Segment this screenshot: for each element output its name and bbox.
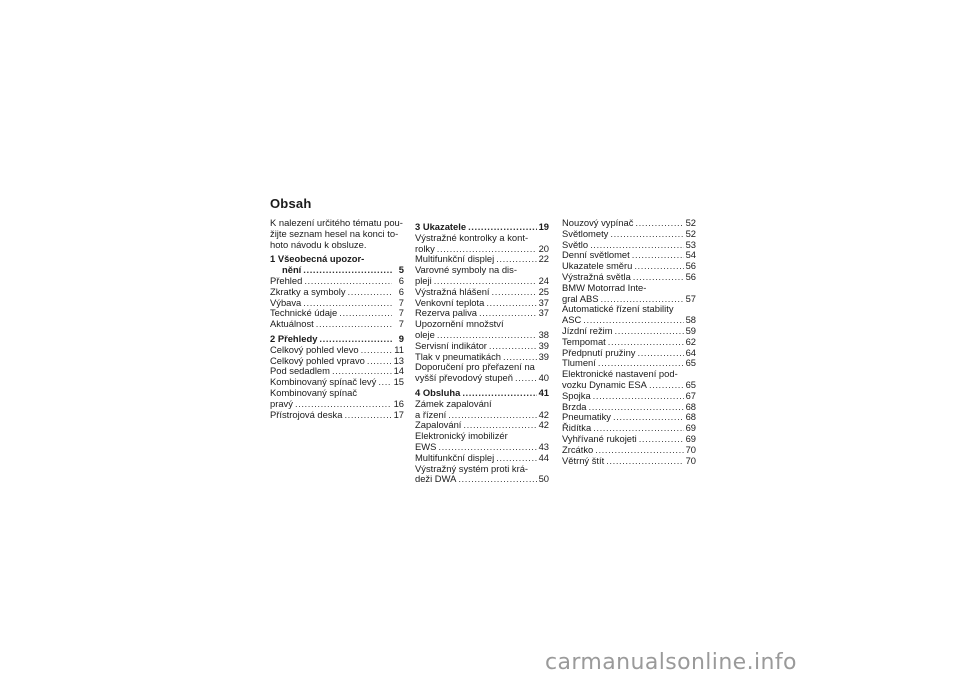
toc-page-number: 39 <box>538 339 549 351</box>
toc-page-number: 62 <box>685 335 696 347</box>
toc-entry-row <box>270 319 404 330</box>
toc-page-number: 19 <box>538 221 549 232</box>
toc-section-heading[interactable] <box>270 254 404 276</box>
toc-entry-title: Aktuálnost <box>270 318 314 330</box>
toc-entry-title: Zkratky a symboly <box>270 285 346 297</box>
toc-entry[interactable] <box>270 345 404 356</box>
toc-section-title: nění <box>282 264 302 276</box>
dot-leader <box>515 373 537 384</box>
toc-entry-title: Ukazatele směru <box>562 260 633 272</box>
dot-leader <box>606 456 683 467</box>
toc-page-number: 67 <box>685 389 696 401</box>
toc-entry-line: Zámek zapalování <box>415 397 492 409</box>
toc-entry-title: Přístrojová deska <box>270 408 343 420</box>
dot-leader <box>635 218 683 229</box>
toc-entry-line: BMW Motorrad Inte- <box>562 281 647 293</box>
toc-page-number: 37 <box>538 307 549 319</box>
toc-page-number: 69 <box>685 432 696 444</box>
toc-page-number: 11 <box>394 343 404 355</box>
toc-page-number: 59 <box>685 324 696 336</box>
intro-text <box>270 218 404 250</box>
toc-page-number: 16 <box>393 397 404 409</box>
toc-entry-title: Výstražná hlášení <box>415 285 490 297</box>
toc-entry-row <box>415 474 549 485</box>
toc-page-number: 44 <box>538 451 549 463</box>
dot-leader <box>595 445 683 456</box>
toc-entry-line: Varovné symboly na dis- <box>415 264 517 276</box>
toc-entry-row <box>415 341 549 352</box>
toc-entry-line: Výstražný systém proti krá- <box>415 462 529 474</box>
toc-page-number: 15 <box>393 376 404 388</box>
toc-list <box>415 222 549 485</box>
toc-page-number: 68 <box>685 411 696 423</box>
page-title: Obsah <box>270 196 312 211</box>
toc-page-number: 24 <box>538 274 549 286</box>
toc-list <box>562 218 696 466</box>
toc-page-number: 13 <box>393 354 404 366</box>
toc-entry-line: Automatické řízení stability <box>562 303 674 315</box>
toc-page-number: 54 <box>685 249 696 261</box>
toc-page-number: 43 <box>538 440 549 452</box>
dot-leader <box>615 326 684 337</box>
watermark-text: carmanualsonline.info <box>545 650 797 675</box>
toc-entry[interactable] <box>562 445 696 456</box>
toc-entry[interactable] <box>270 319 404 330</box>
toc-entry-title: Pod sedadlem <box>270 365 330 377</box>
toc-entry-title: Brzda <box>562 400 587 412</box>
toc-page-number: 52 <box>685 227 696 239</box>
toc-entry-title: Multifunkční displej <box>415 451 495 463</box>
toc-entry-title: rolky <box>415 242 435 254</box>
toc-entry[interactable] <box>270 410 404 421</box>
toc-entry-title: Celkový pohled vpravo <box>270 354 365 366</box>
toc-entry-title: gral ABS <box>562 292 599 304</box>
dot-leader <box>303 265 392 276</box>
toc-entry[interactable] <box>270 388 404 410</box>
toc-entry[interactable] <box>415 341 549 352</box>
toc-entry-title: Spojka <box>562 389 591 401</box>
toc-entry-title: Nouzový vypínač <box>562 217 634 228</box>
toc-entry-title: Zrcátko <box>562 443 594 455</box>
toc-entry-row <box>415 453 549 464</box>
toc-page-number: 7 <box>398 318 404 330</box>
toc-entry-row <box>562 391 696 402</box>
toc-entry[interactable] <box>562 369 696 391</box>
toc-entry[interactable] <box>415 287 549 298</box>
toc-entry-title: Kombinovaný spínač levý <box>270 376 377 388</box>
toc-entry-title: EWS <box>415 440 437 452</box>
toc-page-number: 41 <box>538 386 549 398</box>
toc-entry-title: Tempomat <box>562 335 606 347</box>
dot-leader <box>348 287 392 298</box>
toc-entry-title: a řízení <box>415 408 447 420</box>
toc-entry-title: Venkovní teplota <box>415 296 485 308</box>
toc-entry[interactable] <box>415 233 549 255</box>
toc-section-title: 2 Přehledy <box>270 332 318 344</box>
toc-entry[interactable] <box>415 362 549 384</box>
toc-entry-row <box>415 287 549 298</box>
intro-line: K nalezení určitého tématu pou- <box>270 217 403 228</box>
toc-page-number: 68 <box>685 400 696 412</box>
toc-page-number: 52 <box>685 217 696 228</box>
toc-entry-line: Elektronický imobilizér <box>415 430 508 442</box>
toc-entry-title: Multifunkční displej <box>415 253 495 265</box>
toc-page-number: 20 <box>538 242 549 254</box>
toc-entry[interactable] <box>562 391 696 402</box>
toc-section-title: 3 Ukazatele <box>415 221 467 232</box>
dot-leader <box>344 410 391 421</box>
toc-entry-row <box>562 337 696 348</box>
dot-leader <box>489 341 537 352</box>
toc-entry-row <box>415 373 549 384</box>
toc-page-number: 56 <box>685 270 696 282</box>
dot-leader <box>316 319 392 330</box>
toc-entry-line: Upozornění množství <box>415 318 504 330</box>
dot-leader <box>637 348 683 359</box>
toc-page-number: 7 <box>398 296 404 308</box>
dot-leader <box>634 261 683 272</box>
dot-leader <box>448 410 536 421</box>
toc-entry[interactable] <box>415 464 549 486</box>
toc-entry-title: Světlo <box>562 238 589 250</box>
intro-line: hoto návodu k obsluze. <box>270 238 367 250</box>
toc-entry-title: ASC <box>562 314 582 326</box>
toc-entry-line: Doporučení pro přeřazení na <box>415 361 535 373</box>
toc-page-number: 22 <box>538 253 549 265</box>
toc-entry-title: Vyhřívané rukojeti <box>562 432 637 444</box>
toc-section-title-line: 1 Všeobecná upozor- <box>270 253 365 265</box>
toc-entry-title: Zapalování <box>415 419 462 431</box>
toc-page-number: 64 <box>685 346 696 358</box>
dot-leader <box>610 229 683 240</box>
toc-entry[interactable] <box>562 304 696 326</box>
toc-entry-title: Řidítka <box>562 422 592 434</box>
toc-page-number: 6 <box>398 285 404 297</box>
toc-entry-line: Výstražné kontrolky a kont- <box>415 231 529 243</box>
dot-leader <box>632 250 684 261</box>
dot-leader <box>378 377 391 388</box>
toc-page-number: 53 <box>685 238 696 250</box>
toc-page-number: 65 <box>685 357 696 369</box>
toc-entry-title: Přehled <box>270 274 303 286</box>
toc-entry-title: oleje <box>415 328 435 340</box>
toc-column-1 <box>270 218 404 420</box>
toc-page-number: 57 <box>685 292 696 304</box>
dot-leader <box>367 356 392 367</box>
toc-page-number: 42 <box>538 408 549 420</box>
toc-entry-title: vozku Dynamic ESA <box>562 378 647 390</box>
toc-page-number: 5 <box>398 264 404 276</box>
dot-leader <box>649 380 684 391</box>
toc-entry-row <box>270 410 404 421</box>
toc-page-number: 39 <box>538 350 549 362</box>
toc-entry-title: Světlomety <box>562 227 609 239</box>
toc-entry-title: Výstražná světla <box>562 270 631 282</box>
toc-entry[interactable] <box>415 431 549 453</box>
toc-entry-title: deži DWA <box>415 473 457 485</box>
toc-column-2 <box>415 218 549 485</box>
toc-page-number: 70 <box>685 454 696 466</box>
intro-line: žijte seznam hesel na konci to- <box>270 227 399 239</box>
toc-entry-row <box>562 445 696 456</box>
toc-entry[interactable] <box>562 283 696 305</box>
toc-entry-title: Denní světlomet <box>562 249 630 261</box>
toc-entry[interactable] <box>270 287 404 298</box>
toc-page-number: 38 <box>538 328 549 340</box>
toc-entry-row <box>562 456 696 467</box>
toc-entry[interactable] <box>562 456 696 467</box>
toc-entry-row <box>270 287 404 298</box>
toc-entry[interactable] <box>415 265 549 287</box>
toc-entry-title: pleji <box>415 274 432 286</box>
toc-page-number: 58 <box>685 314 696 326</box>
toc-entry-title: Předpnutí pružiny <box>562 346 636 358</box>
toc-entry[interactable] <box>562 229 696 240</box>
toc-page-number: 9 <box>398 332 404 344</box>
toc-page-number: 50 <box>538 473 549 485</box>
toc-entry-row <box>270 399 404 410</box>
toc-section-title: 4 Obsluha <box>415 386 461 398</box>
dot-leader <box>608 337 684 348</box>
toc-entry-title: Pneumatiky <box>562 411 611 423</box>
toc-page-number: 25 <box>538 285 549 297</box>
toc-page-number: 56 <box>685 260 696 272</box>
toc-list <box>270 254 404 420</box>
toc-entry-title: Tlumení <box>562 357 596 369</box>
dot-leader <box>593 391 684 402</box>
toc-entry-title: Jízdní režim <box>562 324 613 336</box>
toc-entry-title: Technické údaje <box>270 307 338 319</box>
toc-page-number: 70 <box>685 443 696 455</box>
toc-entry-title: Rezerva paliva <box>415 307 478 319</box>
toc-page-number: 14 <box>393 365 404 377</box>
toc-page-number: 65 <box>685 378 696 390</box>
dot-leader <box>613 412 684 423</box>
toc-entry-title: Servisní indikátor <box>415 339 487 351</box>
dot-leader <box>339 308 392 319</box>
toc-page-number: 6 <box>398 274 404 286</box>
toc-entry-title: vyšší převodový stupeň <box>415 372 513 384</box>
toc-entry-title: pravý <box>270 397 293 409</box>
toc-entry-title: Větrný štít <box>562 454 605 466</box>
toc-entry-row <box>270 345 404 356</box>
toc-entry-title: Celkový pohled vlevo <box>270 343 359 355</box>
dot-leader <box>361 345 392 356</box>
toc-page-number: 7 <box>398 307 404 319</box>
toc-entry-line: Kombinovaný spínač <box>270 386 358 398</box>
toc-page-number: 40 <box>538 372 549 384</box>
dot-leader <box>295 399 392 410</box>
toc-page-number: 42 <box>538 419 549 431</box>
toc-entry-title: Výbava <box>270 296 302 308</box>
dot-leader <box>458 474 536 485</box>
toc-page-number: 69 <box>685 422 696 434</box>
toc-column-3 <box>562 218 696 466</box>
toc-page-number: 37 <box>538 296 549 308</box>
toc-entry[interactable] <box>562 337 696 348</box>
toc-entry[interactable] <box>415 399 549 421</box>
dot-leader <box>496 453 536 464</box>
dot-leader <box>639 434 684 445</box>
dot-leader <box>486 298 536 309</box>
dot-leader <box>492 287 537 298</box>
toc-entry-line: Elektronické nastavení pod- <box>562 368 678 380</box>
toc-page-number: 17 <box>393 408 404 420</box>
toc-entry[interactable] <box>415 453 549 464</box>
toc-entry-row <box>562 229 696 240</box>
toc-entry-title: Tlak v pneumatikách <box>415 350 501 362</box>
toc-entry[interactable] <box>415 319 549 341</box>
